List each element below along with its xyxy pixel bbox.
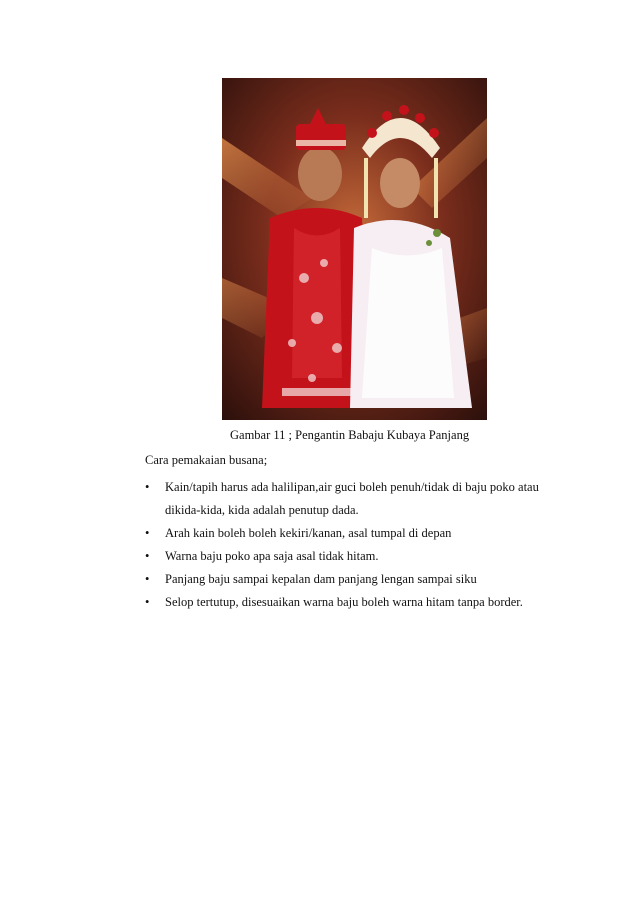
list-item bbox=[145, 568, 575, 591]
bullet-icon: • bbox=[145, 549, 150, 563]
bullet-icon: • bbox=[145, 480, 150, 494]
list-item-text: Warna baju poko apa saja asal tidak hitam. bbox=[165, 549, 379, 563]
list-item bbox=[145, 522, 575, 545]
figure-caption: Gambar 11 ; Pengantin Babaju Kubaya Panjang bbox=[230, 428, 470, 442]
bullet-icon: • bbox=[145, 526, 150, 540]
bullet-icon: • bbox=[145, 595, 150, 609]
wedding-couple-photo bbox=[222, 78, 487, 420]
list-item-text: Selop tertutup, disesuaikan warna baju boleh warna hitam tanpa border. bbox=[165, 595, 523, 609]
list-item-text: Arah kain boleh boleh kekiri/kanan, asal tumpal di depan bbox=[165, 526, 452, 540]
usage-list bbox=[145, 476, 575, 614]
bullet-icon: • bbox=[145, 572, 150, 586]
list-item bbox=[145, 476, 575, 522]
list-item-text: Kain/tapih harus ada halilipan,air guci boleh penuh/tidak di baju poko atau dikida-kida, kida adalah penutup dada. bbox=[165, 480, 539, 517]
list-item-text: Panjang baju sampai kepalan dam panjang lengan sampai siku bbox=[165, 572, 477, 586]
usage-intro: Cara pemakaian busana; bbox=[145, 453, 268, 467]
list-item bbox=[145, 545, 575, 568]
list-item bbox=[145, 591, 575, 614]
